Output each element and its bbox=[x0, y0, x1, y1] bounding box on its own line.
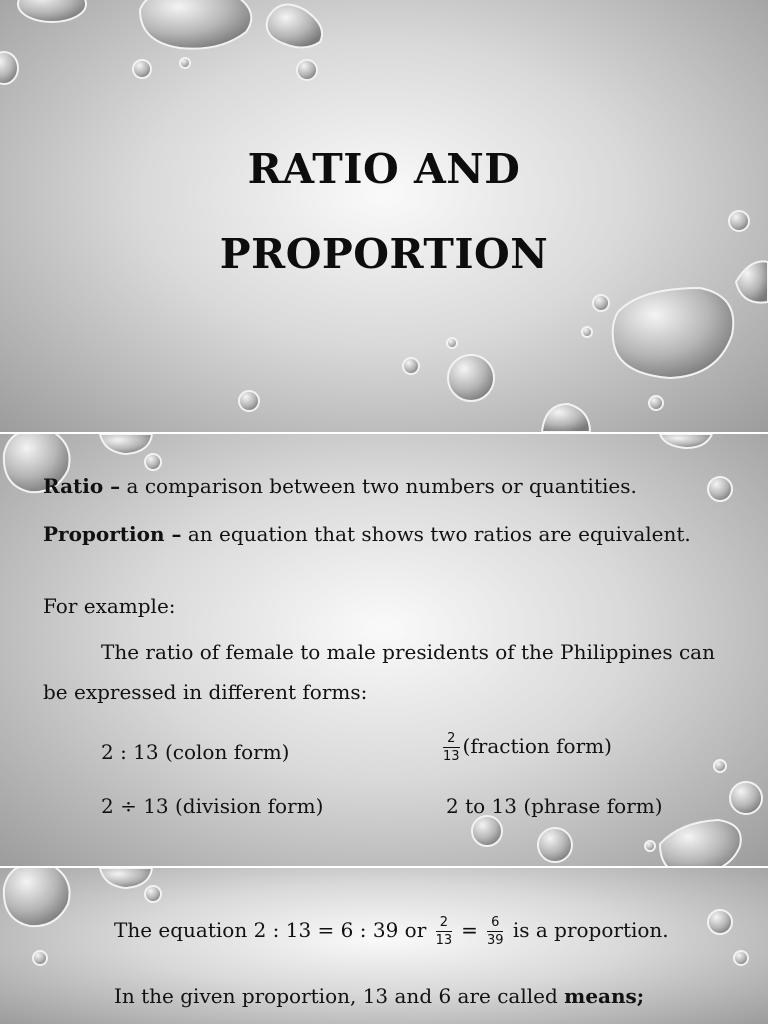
fraction-numerator: 2 bbox=[443, 732, 460, 748]
proportion-term: Proportion – bbox=[43, 522, 182, 546]
fraction-denominator: 13 bbox=[435, 933, 453, 948]
slide-title-line-2: PROPORTION bbox=[219, 230, 549, 278]
equation-suffix: is a proportion. bbox=[512, 918, 669, 942]
proportion-definition bbox=[43, 522, 691, 546]
means-statement bbox=[114, 984, 644, 1008]
example-line-1: The ratio of female to male presidents of the Philippines can bbox=[101, 640, 715, 664]
example-line-2: be expressed in different forms: bbox=[43, 680, 368, 704]
definitions-slide bbox=[0, 434, 768, 866]
ratio-definition-text: a comparison between two numbers or quantities. bbox=[120, 474, 637, 498]
fraction-6-over-39 bbox=[487, 916, 504, 947]
ratio-term: Ratio – bbox=[43, 474, 121, 498]
fraction-2-over-13 bbox=[436, 916, 453, 947]
proportion-equation bbox=[114, 916, 669, 947]
means-text: In the given proportion, 13 and 6 are called bbox=[114, 984, 565, 1008]
ratio-definition bbox=[43, 474, 637, 498]
fraction-numerator: 2 bbox=[436, 916, 453, 932]
colon-form: 2 : 13 (colon form) bbox=[101, 740, 290, 764]
fraction-form-label: (fraction form) bbox=[462, 734, 612, 758]
fraction-numerator: 6 bbox=[487, 916, 504, 932]
for-example-label: For example: bbox=[43, 594, 176, 618]
proportion-definition-text: an equation that shows two ratios are equivalent. bbox=[181, 522, 691, 546]
slide-title-line-1: RATIO AND bbox=[247, 145, 521, 193]
fraction-denominator: 13 bbox=[443, 749, 460, 764]
division-form: 2 ÷ 13 (division form) bbox=[101, 794, 324, 818]
phrase-form: 2 to 13 (phrase form) bbox=[446, 794, 663, 818]
fraction-denominator: 39 bbox=[486, 933, 504, 948]
means-term: means; bbox=[564, 984, 645, 1008]
fraction-2-over-13 bbox=[443, 732, 460, 763]
fraction-form bbox=[440, 732, 612, 763]
proportion-slide bbox=[0, 868, 768, 1024]
title-slide bbox=[0, 0, 768, 432]
water-drops-decoration bbox=[0, 0, 768, 432]
equals-sign: = bbox=[461, 918, 478, 942]
equation-prefix: The equation 2 : 13 = 6 : 39 or bbox=[114, 918, 427, 942]
